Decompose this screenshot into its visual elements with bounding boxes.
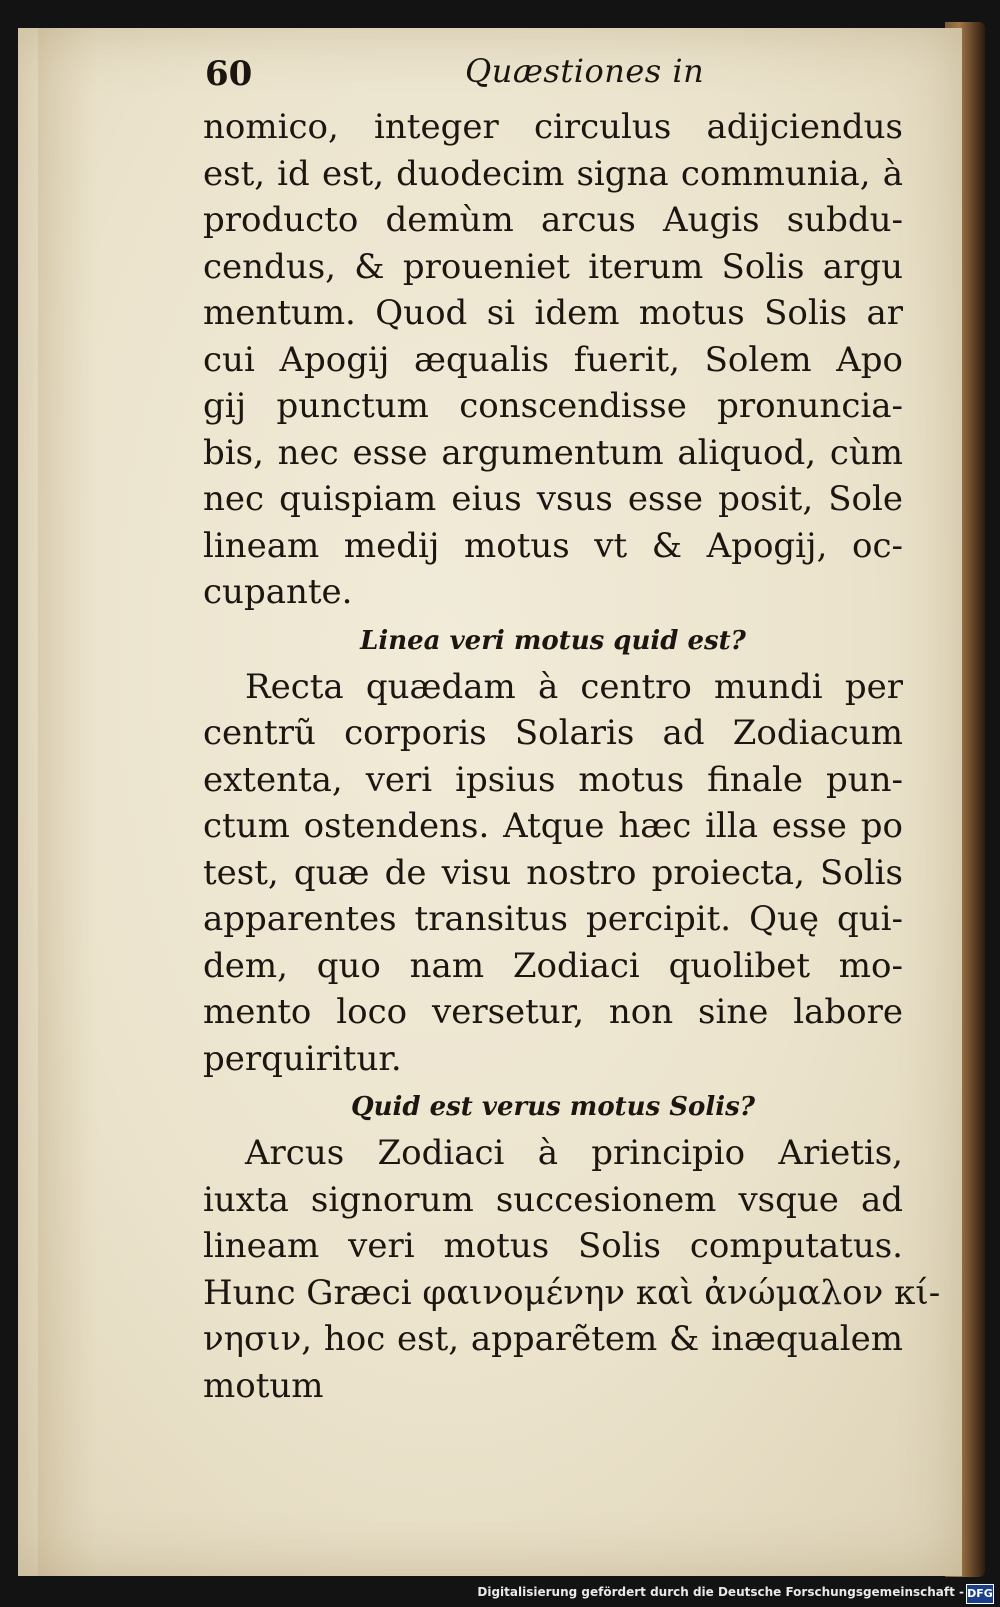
page-number: 60 — [205, 54, 253, 94]
text-line: Arcus Zodiaci à principio Arietis, — [245, 1133, 903, 1173]
running-title: Quæstiones in — [465, 52, 705, 90]
text-line: Hunc Græci φαινομένην καὶ ἀνώμαλον κί- — [203, 1272, 941, 1313]
text-line: apparentes transitus percipit. Quę qui- — [203, 899, 903, 939]
paragraph-2 — [203, 664, 903, 1083]
page-header — [205, 46, 905, 106]
catchword: motum — [203, 1365, 324, 1406]
text-line: nomico, integer circulus adijciendus — [203, 107, 903, 147]
dfg-logo: DFG — [966, 1584, 994, 1604]
text-line: test, quæ de visu nostro proiecta, Solis — [203, 852, 903, 893]
text-line: νησιν, hoc est, apparẽtem & inæqualem — [203, 1319, 903, 1359]
page-stain — [38, 28, 98, 1576]
text-line: mento loco versetur, non sine labore — [203, 992, 903, 1032]
text-block — [203, 104, 941, 1409]
text-line: Recta quædam à centro mundi per — [245, 666, 903, 707]
section-heading-1: Linea veri motus quid est? — [360, 625, 746, 656]
text-line: iuxta signorum succesionem vsque ad — [203, 1179, 903, 1220]
text-line: ctum ostendens. Atque hæc illa esse po — [203, 806, 903, 846]
text-line: mentum. Quod si idem motus Solis ar — [203, 293, 903, 333]
paragraph-3 — [203, 1130, 941, 1363]
text-line: cupante. — [203, 572, 353, 612]
text-line: perquiritur. — [203, 1038, 402, 1079]
text-line: nec quispiam eius vsus esse posit, Sole — [203, 479, 903, 519]
text-line: est, id est, duodecim signa communia, à — [203, 153, 903, 194]
text-line: dem, quo nam Zodiaci quolibet mo- — [203, 945, 903, 986]
text-line: bis, nec esse argumentum aliquod, cùm — [203, 432, 903, 473]
text-line: producto demùm arcus Augis subdu- — [203, 200, 903, 240]
footer-bar — [0, 1581, 1000, 1607]
text-line: centrũ corporis Solaris ad Zodiacum — [203, 713, 903, 753]
text-line: lineam veri motus Solis computatus. — [203, 1226, 903, 1266]
paragraph-1 — [203, 104, 903, 616]
section-heading-2: Quid est verus motus Solis? — [350, 1092, 756, 1122]
text-line: extenta, veri ipsius motus finale pun- — [203, 759, 903, 800]
funding-credit: Digitalisierung gefördert durch die Deutsche Forschungsgemeinschaft - — [477, 1585, 964, 1599]
text-line: cendus, & proueniet iterum Solis argu — [203, 246, 903, 287]
text-line: gij punctum conscendisse pronuncia- — [203, 386, 903, 426]
text-line: lineam medij motus vt & Apogij, oc- — [203, 525, 903, 566]
text-line: cui Apogij æqualis fuerit, Solem Apo — [203, 339, 903, 380]
